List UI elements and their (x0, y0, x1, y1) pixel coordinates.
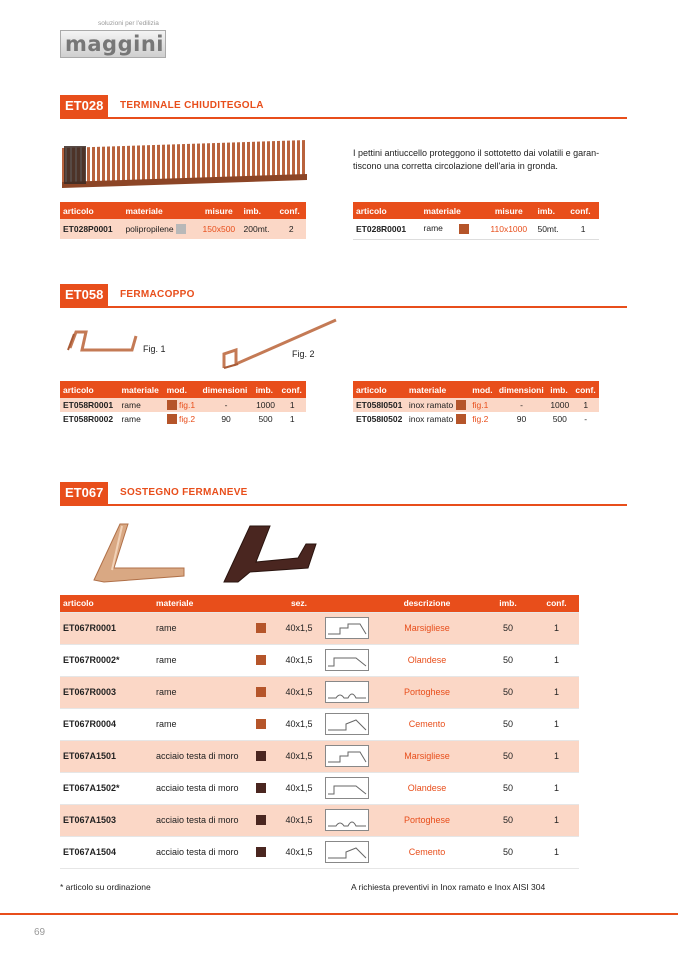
material-swatch (459, 224, 469, 234)
table-row: ET067R0003 rame 40x1,5 Portoghese 50 1 (60, 676, 579, 708)
section-divider (60, 306, 627, 308)
page-number: 69 (34, 927, 46, 938)
profile-drawing (325, 777, 369, 799)
table-row: ET067A1502* acciaio testa di moro 40x1,5 Olandese 50 1 (60, 772, 579, 804)
fermacoppo-fig2-image (218, 312, 342, 374)
profile-drawing (325, 841, 369, 863)
col-articolo: articolo (60, 202, 122, 219)
profile-drawing (325, 681, 369, 703)
profile-drawing (325, 745, 369, 767)
fermacoppo-fig1-image (66, 326, 144, 360)
table-row: ET058I0501 inox ramato fig.1 - 1000 1 (353, 398, 599, 412)
material-swatch (256, 751, 266, 761)
snowguard-copper-image (88, 518, 192, 586)
table-row: ET058R0002 rame fig.2 90 500 1 (63, 413, 295, 424)
table-row: ET067A1503 acciaio testa di moro 40x1,5 Portoghese 50 1 (60, 804, 579, 836)
material-swatch (176, 224, 186, 234)
material-swatch (456, 414, 466, 424)
et028-right-table: articolo materiale misure imb. conf. ET028R0001 rame 110x1000 50mt. 1 (353, 202, 599, 240)
profile-drawing (325, 617, 369, 639)
brand-tagline: soluzioni per l'edilizia (98, 20, 159, 27)
section-description: I pettini antiuccello proteggono il sottotetto dai volatili e garan- tiscono una corretta circolazione dell'aria in gronda. (353, 148, 600, 171)
material-swatch (256, 719, 266, 729)
material-swatch (167, 414, 177, 424)
brand-logo: maggini (60, 30, 166, 58)
section-divider (60, 504, 627, 506)
section-title-et067: SOSTEGNO FERMANEVE (120, 487, 248, 498)
table-row: ET028R0001 rame 110x1000 50mt. 1 (353, 219, 599, 239)
section-code-et058: ET058 (60, 284, 108, 306)
et067-table: articolo materiale sez. descrizione imb. conf. ET067R0001 rame 40x1,5 Marsigliese 50 1 ET067R0002* rame 40x1,5 Olandese 50 1 ET067R0003 rame 40x1,5 Portoghese 50 1 ET067R0004 rame 40x1,5 Cemento 50 1 ET067A1501 acciaio testa di moro 40x1,5 Marsigliese 50 1 ET067A1502* acciaio testa di moro 40x1,5 Olandese 50 1 ET067A1503 acciaio testa di moro 40x1,5 Portoghese 50 1 ET067A1504 acciaio testa di moro 40x1,5 Cemento 50 1 (60, 595, 579, 869)
material-swatch (167, 400, 177, 410)
table-row: ET067A1504 acciaio testa di moro 40x1,5 Cemento 50 1 (60, 836, 579, 868)
section-divider (60, 117, 627, 119)
table-row: ET067R0001 rame 40x1,5 Marsigliese 50 1 (60, 612, 579, 644)
material-swatch (256, 783, 266, 793)
col-imb: imb. (241, 202, 277, 219)
table-row: ET067A1501 acciaio testa di moro 40x1,5 Marsigliese 50 1 (60, 740, 579, 772)
material-swatch (256, 655, 266, 665)
table-row: ET067R0004 rame 40x1,5 Cemento 50 1 (60, 708, 579, 740)
table-row: ET067R0002* rame 40x1,5 Olandese 50 1 (60, 644, 579, 676)
material-swatch (256, 687, 266, 697)
footnote-quote: A richiesta preventivi in Inox ramato e Inox AISI 304 (351, 882, 546, 892)
material-swatch (456, 400, 466, 410)
material-swatch (256, 623, 266, 633)
profile-drawing (325, 713, 369, 735)
material-swatch (256, 815, 266, 825)
comb-product-image (62, 140, 312, 192)
et058-left-table: articolo materiale mod. dimensioni imb. conf. ET058R0001 rame fig.1 - 1000 1 ET058R0002 rame fig.2 90 500 1 (60, 381, 306, 426)
section-code-et028: ET028 (60, 95, 108, 117)
section-title-et058: FERMACOPPO (120, 289, 195, 300)
section-code-et067: ET067 (60, 482, 108, 504)
table-row: ET058I0502 inox ramato fig.2 90 500 - (356, 413, 588, 424)
profile-drawing (325, 809, 369, 831)
col-materiale: materiale (122, 202, 197, 219)
footnote-order: * articolo su ordinazione (60, 882, 151, 892)
profile-drawing (325, 649, 369, 671)
et058-right-table: articolo materiale mod. dimensioni imb. conf. ET058I0501 inox ramato fig.1 - 1000 1 ET058I0502 inox ramato fig.2 90 500 - (353, 381, 599, 426)
fig1-label: Fig. 1 (143, 344, 166, 354)
fig2-label: Fig. 2 (292, 349, 315, 359)
col-misure: misure (197, 202, 240, 219)
et028-left-table (60, 202, 306, 239)
table-row: ET058R0001 rame fig.1 - 1000 1 (60, 398, 306, 412)
snowguard-brown-image (220, 518, 324, 586)
section-title-et028: TERMINALE CHIUDITEGOLA (120, 100, 264, 111)
footer-divider (0, 913, 678, 915)
col-conf: conf. (276, 202, 306, 219)
table-row: ET028P0001 polipropilene 150x500 200mt. 2 (60, 219, 306, 239)
material-swatch (256, 847, 266, 857)
